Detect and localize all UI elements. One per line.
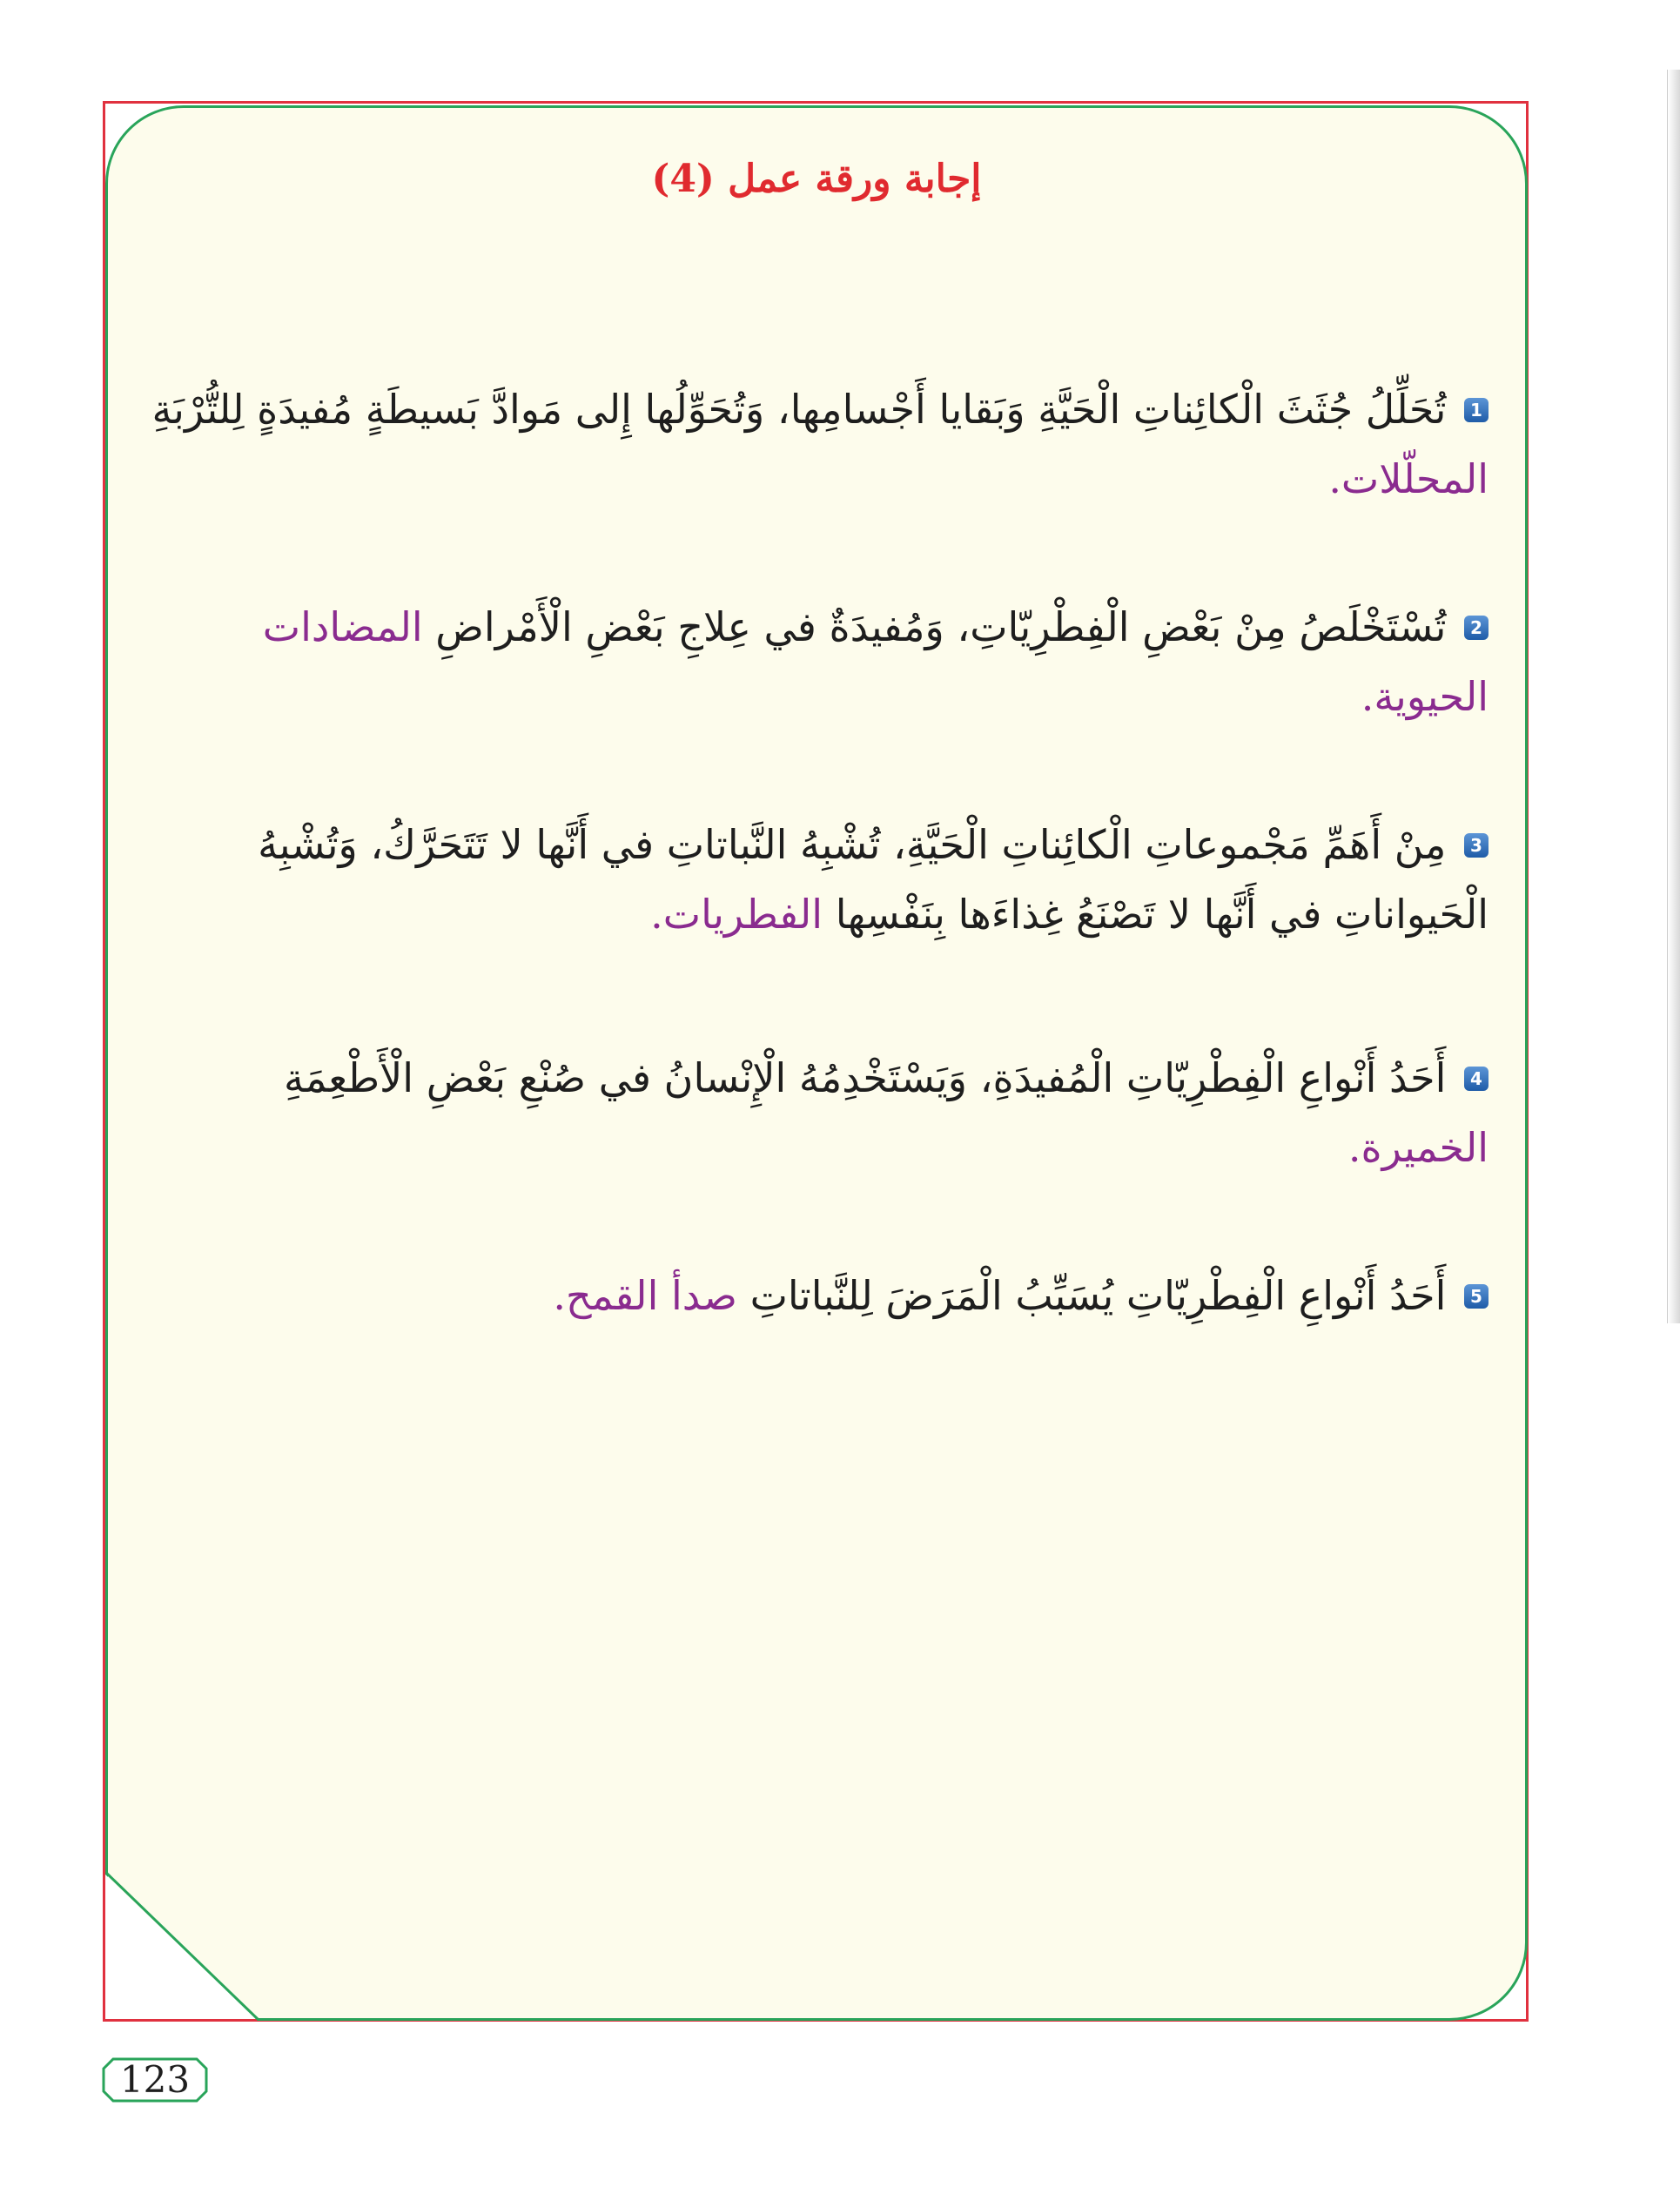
answer-item-1	[139, 374, 1488, 514]
answer-item-2	[139, 592, 1488, 731]
answer-item-3	[139, 810, 1488, 949]
answer-definition: أَحَدُ أَنْواعِ الْفِطْرِيّاتِ يُسَبِّبُ الْمَرَضَ لِلنَّباتاتِ	[749, 1272, 1447, 1319]
answer-term: الخميرة.	[1347, 1124, 1488, 1171]
answer-definition: تُحَلِّلُ جُثَثَ الْكائِناتِ الْحَيَّةِ وَبَقايا أَجْسامِها، وَتُحَوِّلُها إِلى مَوادَّ بَسيطَةٍ مُفيدَةٍ لِلتُّرْبَةِ	[151, 386, 1447, 433]
worksheet-title: إجابة ورقة عمل (4)	[651, 157, 982, 201]
answer-definition: أَحَدُ أَنْواعِ الْفِطْرِيّاتِ الْمُفيدَةِ، وَيَسْتَخْدِمُهُ الْإِنْسانُ في صُنْعِ بَعْضِ الْأَطْعِمَةِ	[284, 1054, 1447, 1101]
number-badge: 1	[1464, 398, 1488, 422]
answer-term: الفطريات.	[650, 891, 823, 938]
answer-item-4	[139, 1043, 1488, 1182]
page-number	[101, 2056, 209, 2103]
answer-definition: تُسْتَخْلَصُ مِنْ بَعْضِ الْفِطْرِيّاتِ، وَمُفيدَةٌ في عِلاجِ بَعْضِ الْأَمْراضِ	[435, 603, 1447, 650]
answer-item-5	[139, 1261, 1488, 1330]
answer-term: المحلّلات.	[1328, 455, 1488, 502]
number-badge: 3	[1464, 833, 1488, 858]
answer-term: صدأ القمح.	[553, 1272, 737, 1319]
number-badge: 4	[1464, 1067, 1488, 1091]
page-number-text: 123	[119, 2058, 191, 2101]
answer-definition: مِنْ أَهَمِّ مَجْموعاتِ الْكائِناتِ الْحَيَّةِ، تُشْبِهُ النَّباتاتِ في أَنَّها لا تَتَحَرَّكُ، وَتُشْبِهُ الْحَيواناتِ في أَنَّها لا تَصْنَعُ غِذاءَها بِنَفْسِها	[258, 821, 1488, 938]
number-badge: 2	[1464, 616, 1488, 640]
answer-term: المضادات الحيوية.	[262, 603, 1488, 720]
answer-list	[139, 374, 1488, 1409]
number-badge: 5	[1464, 1284, 1488, 1309]
scrollbar[interactable]	[1667, 70, 1680, 1323]
